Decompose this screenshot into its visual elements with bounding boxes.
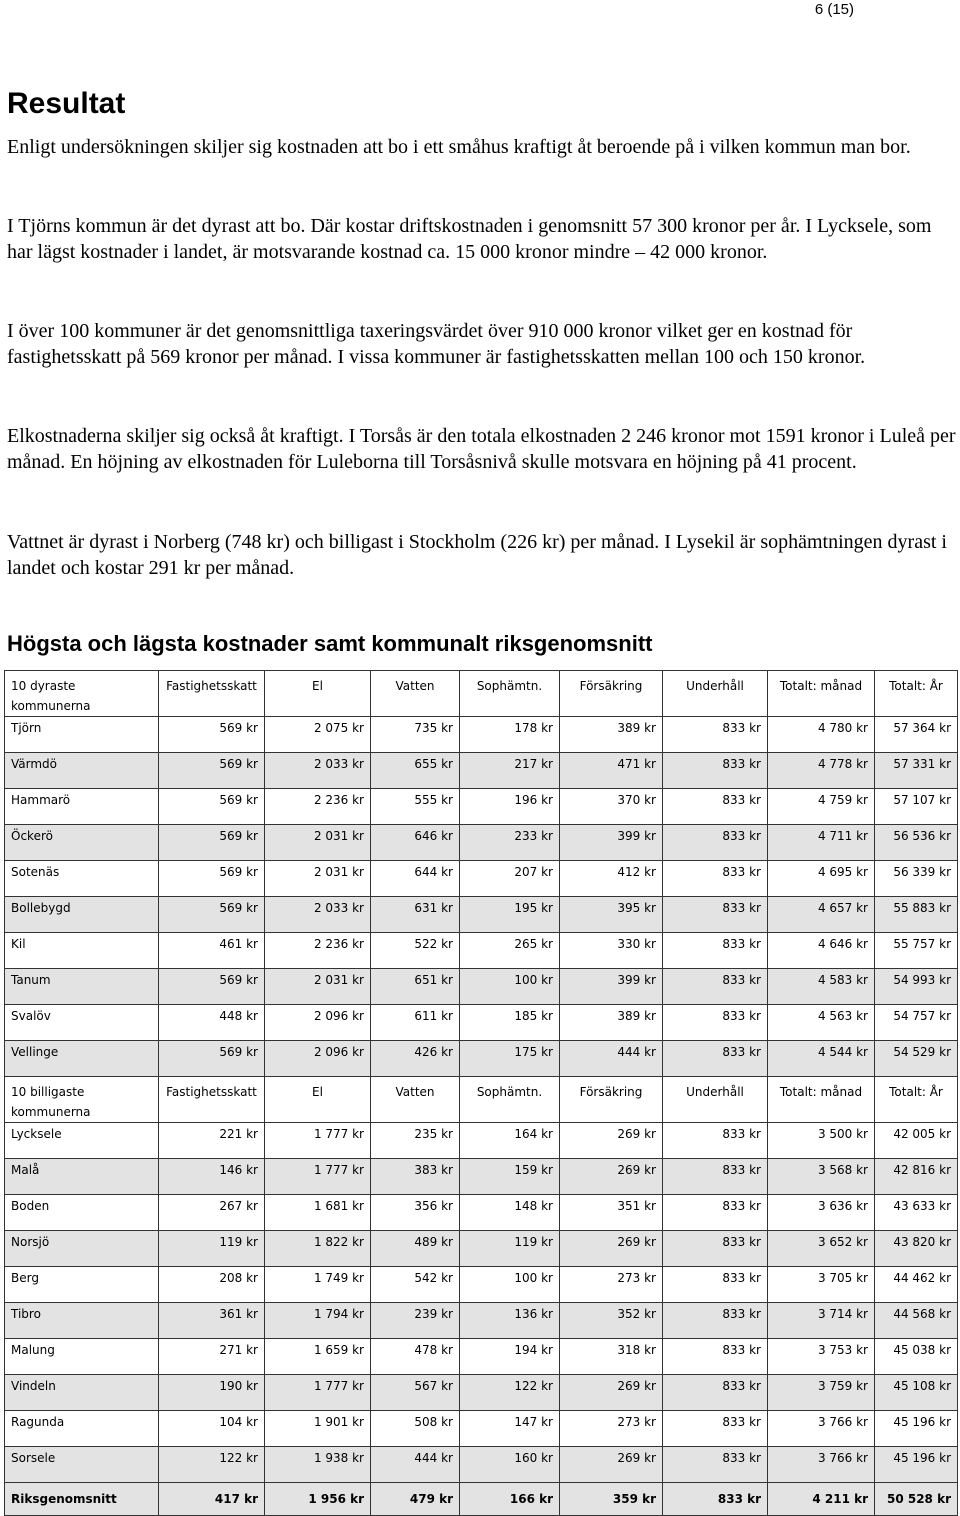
cost-cell: 3 568 kr — [768, 1159, 875, 1195]
cost-cell: 833 kr — [663, 1267, 768, 1303]
cost-cell: 146 kr — [159, 1159, 265, 1195]
cost-cell: 356 kr — [371, 1195, 460, 1231]
table-row — [5, 1123, 958, 1159]
table-row — [5, 717, 958, 753]
cost-cell: 351 kr — [560, 1195, 663, 1231]
column-header: Totalt: månad — [768, 671, 875, 717]
average-row — [5, 1483, 958, 1516]
cost-cell: 833 kr — [663, 1303, 768, 1339]
cost-cell: 208 kr — [159, 1267, 265, 1303]
cost-cell: 175 kr — [460, 1041, 560, 1077]
column-header: Sophämtn. — [460, 1077, 560, 1123]
municipality-name: Värmdö — [5, 753, 159, 789]
municipality-name: Bollebygd — [5, 897, 159, 933]
table-row — [5, 1005, 958, 1041]
cost-cell: 104 kr — [159, 1411, 265, 1447]
cost-cell: 45 038 kr — [875, 1339, 958, 1375]
cost-cell: 4 711 kr — [768, 825, 875, 861]
column-header: El — [265, 671, 371, 717]
table-row — [5, 1267, 958, 1303]
cost-cell: 2 031 kr — [265, 861, 371, 897]
cost-cell: 136 kr — [460, 1303, 560, 1339]
cost-cell: 54 993 kr — [875, 969, 958, 1005]
cost-cell: 42 005 kr — [875, 1123, 958, 1159]
column-header: Försäkring — [560, 1077, 663, 1123]
cost-cell: 569 kr — [159, 789, 265, 825]
cost-cell: 2 033 kr — [265, 897, 371, 933]
cost-cell: 461 kr — [159, 933, 265, 969]
cost-cell: 833 kr — [663, 1195, 768, 1231]
cost-cell: 45 196 kr — [875, 1411, 958, 1447]
cost-cell: 2 031 kr — [265, 825, 371, 861]
cost-cell: 1 777 kr — [265, 1123, 371, 1159]
cost-cell: 43 820 kr — [875, 1231, 958, 1267]
cost-cell: 57 107 kr — [875, 789, 958, 825]
cost-cell: 426 kr — [371, 1041, 460, 1077]
table-row — [5, 1195, 958, 1231]
cost-cell: 178 kr — [460, 717, 560, 753]
cost-cell: 271 kr — [159, 1339, 265, 1375]
cost-cell: 646 kr — [371, 825, 460, 861]
cost-cell: 3 766 kr — [768, 1447, 875, 1483]
cost-cell: 4 695 kr — [768, 861, 875, 897]
cost-cell: 56 536 kr — [875, 825, 958, 861]
cost-cell: 207 kr — [460, 861, 560, 897]
cost-cell: 3 714 kr — [768, 1303, 875, 1339]
cost-cell: 44 568 kr — [875, 1303, 958, 1339]
municipality-name: Svalöv — [5, 1005, 159, 1041]
cost-cell: 1 777 kr — [265, 1159, 371, 1195]
paragraph-intro: Enligt undersökningen skiljer sig kostnaden att bo i ett småhus kraftigt åt beroende på i vilken kommun man bor. — [7, 136, 911, 158]
cost-cell: 833 kr — [663, 897, 768, 933]
cost-cell: 147 kr — [460, 1411, 560, 1447]
cost-cell: 508 kr — [371, 1411, 460, 1447]
cost-cell: 833 kr — [663, 717, 768, 753]
cost-cell: 122 kr — [159, 1447, 265, 1483]
cost-cell: 833 kr — [663, 1041, 768, 1077]
table-row — [5, 1303, 958, 1339]
cost-cell: 3 652 kr — [768, 1231, 875, 1267]
cost-cell: 2 236 kr — [265, 933, 371, 969]
cost-cell: 4 778 kr — [768, 753, 875, 789]
cost-cell: 833 kr — [663, 825, 768, 861]
average-cell: 833 kr — [663, 1483, 768, 1516]
average-cell: 479 kr — [371, 1483, 460, 1516]
cost-cell: 45 108 kr — [875, 1375, 958, 1411]
cost-cell: 269 kr — [560, 1123, 663, 1159]
cost-cell: 2 096 kr — [265, 1041, 371, 1077]
cost-cell: 833 kr — [663, 1005, 768, 1041]
cost-cell: 164 kr — [460, 1123, 560, 1159]
cost-cell: 4 759 kr — [768, 789, 875, 825]
cost-cell: 644 kr — [371, 861, 460, 897]
cost-cell: 522 kr — [371, 933, 460, 969]
paragraph-water: Vattnet är dyrast i Norberg (748 kr) och billigast i Stockholm (226 kr) per månad. I Lysekil är sophämtningen dyrast i landet och kostar 291 kr per månad. — [7, 531, 947, 579]
top-header-row — [5, 671, 958, 717]
paragraph-electricity: Elkostnaderna skiljer sig också åt kraftigt. I Torsås är den totala elkostnaden 2 246 kronor mot 1591 kronor i Luleå per månad. En höjning av elkostnaden för Luleborna till Torsåsnivå skulle motsvara en höjning på 41 procent. — [7, 425, 956, 473]
municipality-name: Tibro — [5, 1303, 159, 1339]
cost-cell: 569 kr — [159, 897, 265, 933]
page-number: 6 (15) — [814, 1, 854, 18]
cost-cell: 148 kr — [460, 1195, 560, 1231]
column-header: Sophämtn. — [460, 671, 560, 717]
column-header: Totalt: År — [875, 671, 958, 717]
cost-cell: 45 196 kr — [875, 1447, 958, 1483]
table-row — [5, 969, 958, 1005]
cost-cell: 395 kr — [560, 897, 663, 933]
table-row — [5, 1375, 958, 1411]
cost-cell: 100 kr — [460, 969, 560, 1005]
municipality-name: Hammarö — [5, 789, 159, 825]
cost-cell: 4 780 kr — [768, 717, 875, 753]
cost-cell: 569 kr — [159, 861, 265, 897]
cost-cell: 567 kr — [371, 1375, 460, 1411]
cost-cell: 235 kr — [371, 1123, 460, 1159]
cost-cell: 56 339 kr — [875, 861, 958, 897]
cost-cell: 160 kr — [460, 1447, 560, 1483]
cost-cell: 361 kr — [159, 1303, 265, 1339]
column-header: Totalt: månad — [768, 1077, 875, 1123]
cost-cell: 370 kr — [560, 789, 663, 825]
cost-cell: 833 kr — [663, 933, 768, 969]
cost-cell: 330 kr — [560, 933, 663, 969]
cost-cell: 2 033 kr — [265, 753, 371, 789]
column-header: Underhåll — [663, 1077, 768, 1123]
average-cell: 166 kr — [460, 1483, 560, 1516]
page-heading: Resultat — [7, 87, 126, 120]
cost-cell: 4 583 kr — [768, 969, 875, 1005]
table-row — [5, 1041, 958, 1077]
cost-cell: 54 757 kr — [875, 1005, 958, 1041]
cost-cell: 273 kr — [560, 1267, 663, 1303]
cost-cell: 1 938 kr — [265, 1447, 371, 1483]
cost-cell: 833 kr — [663, 969, 768, 1005]
cost-cell: 2 096 kr — [265, 1005, 371, 1041]
cost-cell: 1 822 kr — [265, 1231, 371, 1267]
cost-cell: 399 kr — [560, 969, 663, 1005]
cost-cell: 389 kr — [560, 717, 663, 753]
cost-cell: 221 kr — [159, 1123, 265, 1159]
cost-cell: 448 kr — [159, 1005, 265, 1041]
cost-cell: 444 kr — [371, 1447, 460, 1483]
municipality-name: Öckerö — [5, 825, 159, 861]
municipality-name: Boden — [5, 1195, 159, 1231]
table-row — [5, 825, 958, 861]
municipality-name: Norsjö — [5, 1231, 159, 1267]
cost-cell: 122 kr — [460, 1375, 560, 1411]
municipality-name: Malung — [5, 1339, 159, 1375]
cost-cell: 269 kr — [560, 1231, 663, 1267]
municipality-name: Malå — [5, 1159, 159, 1195]
cost-cell: 3 705 kr — [768, 1267, 875, 1303]
cost-cell: 265 kr — [460, 933, 560, 969]
cost-cell: 631 kr — [371, 897, 460, 933]
municipality-name: Lycksele — [5, 1123, 159, 1159]
cost-cell: 569 kr — [159, 969, 265, 1005]
table-row — [5, 1339, 958, 1375]
cost-cell: 2 031 kr — [265, 969, 371, 1005]
cost-cell: 3 766 kr — [768, 1411, 875, 1447]
bottom-group-label: 10 billigaste kommunerna — [5, 1077, 159, 1123]
cost-cell: 833 kr — [663, 753, 768, 789]
table-row — [5, 897, 958, 933]
cost-cell: 3 753 kr — [768, 1339, 875, 1375]
cost-cell: 1 749 kr — [265, 1267, 371, 1303]
cost-cell: 833 kr — [663, 1447, 768, 1483]
cost-cell: 833 kr — [663, 1339, 768, 1375]
municipality-name: Berg — [5, 1267, 159, 1303]
column-header: Fastighetsskatt — [159, 671, 265, 717]
cost-cell: 239 kr — [371, 1303, 460, 1339]
cost-cell: 1 794 kr — [265, 1303, 371, 1339]
cost-cell: 4 657 kr — [768, 897, 875, 933]
cost-cell: 2 075 kr — [265, 717, 371, 753]
cost-cell: 196 kr — [460, 789, 560, 825]
paragraph-tjorn: I Tjörns kommun är det dyrast att bo. Där kostar driftskostnaden i genomsnitt 57 300 kronor per år. I Lycksele, som har lägst kostnader i landet, är motsvarande kostnad ca. 15 000 kronor mindre – 42 000 kronor. — [7, 215, 932, 263]
cost-cell: 267 kr — [159, 1195, 265, 1231]
cost-cell: 569 kr — [159, 1041, 265, 1077]
table-row — [5, 1411, 958, 1447]
table-row — [5, 1159, 958, 1195]
column-header: Underhåll — [663, 671, 768, 717]
cost-cell: 185 kr — [460, 1005, 560, 1041]
cost-cell: 833 kr — [663, 1231, 768, 1267]
column-header: Försäkring — [560, 671, 663, 717]
average-cell: 4 211 kr — [768, 1483, 875, 1516]
cost-cell: 54 529 kr — [875, 1041, 958, 1077]
cost-cell: 611 kr — [371, 1005, 460, 1041]
bottom-header-row — [5, 1077, 958, 1123]
cost-cell: 4 563 kr — [768, 1005, 875, 1041]
cost-table — [4, 670, 958, 1516]
cost-cell: 100 kr — [460, 1267, 560, 1303]
average-cell: 50 528 kr — [875, 1483, 958, 1516]
cost-cell: 4 646 kr — [768, 933, 875, 969]
cost-cell: 217 kr — [460, 753, 560, 789]
cost-cell: 273 kr — [560, 1411, 663, 1447]
cost-cell: 352 kr — [560, 1303, 663, 1339]
municipality-name: Kil — [5, 933, 159, 969]
cost-cell: 55 757 kr — [875, 933, 958, 969]
cost-cell: 399 kr — [560, 825, 663, 861]
cost-cell: 190 kr — [159, 1375, 265, 1411]
table-row — [5, 1231, 958, 1267]
cost-cell: 233 kr — [460, 825, 560, 861]
cost-cell: 444 kr — [560, 1041, 663, 1077]
column-header: Vatten — [371, 1077, 460, 1123]
cost-cell: 833 kr — [663, 1411, 768, 1447]
cost-cell: 44 462 kr — [875, 1267, 958, 1303]
cost-cell: 269 kr — [560, 1159, 663, 1195]
municipality-name: Sorsele — [5, 1447, 159, 1483]
municipality-name: Tanum — [5, 969, 159, 1005]
municipality-name: Vellinge — [5, 1041, 159, 1077]
average-cell: 359 kr — [560, 1483, 663, 1516]
column-header: Totalt: År — [875, 1077, 958, 1123]
cost-cell: 833 kr — [663, 1123, 768, 1159]
cost-cell: 569 kr — [159, 825, 265, 861]
cost-cell: 318 kr — [560, 1339, 663, 1375]
cost-cell: 383 kr — [371, 1159, 460, 1195]
cost-cell: 119 kr — [460, 1231, 560, 1267]
cost-cell: 735 kr — [371, 717, 460, 753]
table-row — [5, 933, 958, 969]
cost-cell: 569 kr — [159, 753, 265, 789]
cost-cell: 194 kr — [460, 1339, 560, 1375]
table-row — [5, 753, 958, 789]
table-title: Högsta och lägsta kostnader samt kommunalt riksgenomsnitt — [7, 631, 653, 656]
cost-cell: 569 kr — [159, 717, 265, 753]
cost-cell: 833 kr — [663, 1159, 768, 1195]
municipality-name: Vindeln — [5, 1375, 159, 1411]
cost-cell: 833 kr — [663, 789, 768, 825]
municipality-name: Sotenäs — [5, 861, 159, 897]
cost-cell: 651 kr — [371, 969, 460, 1005]
average-cell: 1 956 kr — [265, 1483, 371, 1516]
cost-cell: 471 kr — [560, 753, 663, 789]
cost-cell: 55 883 kr — [875, 897, 958, 933]
table-row — [5, 1447, 958, 1483]
cost-cell: 3 759 kr — [768, 1375, 875, 1411]
cost-cell: 159 kr — [460, 1159, 560, 1195]
cost-cell: 1 681 kr — [265, 1195, 371, 1231]
average-cell: 417 kr — [159, 1483, 265, 1516]
municipality-name: Tjörn — [5, 717, 159, 753]
cost-cell: 542 kr — [371, 1267, 460, 1303]
cost-cell: 389 kr — [560, 1005, 663, 1041]
cost-cell: 4 544 kr — [768, 1041, 875, 1077]
cost-cell: 269 kr — [560, 1447, 663, 1483]
cost-cell: 269 kr — [560, 1375, 663, 1411]
cost-cell: 1 659 kr — [265, 1339, 371, 1375]
paragraph-taxation: I över 100 kommuner är det genomsnittliga taxeringsvärdet över 910 000 kronor vilket ger en kostnad för fastighetsskatt på 569 kronor per månad. I vissa kommuner är fastighetsskatten mellan 100 och 150 kronor. — [7, 320, 866, 368]
cost-cell: 1 777 kr — [265, 1375, 371, 1411]
cost-cell: 43 633 kr — [875, 1195, 958, 1231]
cost-cell: 833 kr — [663, 861, 768, 897]
cost-cell: 42 816 kr — [875, 1159, 958, 1195]
cost-cell: 489 kr — [371, 1231, 460, 1267]
municipality-name: Ragunda — [5, 1411, 159, 1447]
cost-cell: 2 236 kr — [265, 789, 371, 825]
column-header: Fastighetsskatt — [159, 1077, 265, 1123]
cost-cell: 57 364 kr — [875, 717, 958, 753]
cost-cell: 555 kr — [371, 789, 460, 825]
table-row — [5, 861, 958, 897]
cost-cell: 195 kr — [460, 897, 560, 933]
cost-cell: 3 500 kr — [768, 1123, 875, 1159]
cost-cell: 3 636 kr — [768, 1195, 875, 1231]
cost-cell: 655 kr — [371, 753, 460, 789]
cost-cell: 1 901 kr — [265, 1411, 371, 1447]
cost-cell: 833 kr — [663, 1375, 768, 1411]
column-header: El — [265, 1077, 371, 1123]
column-header: Vatten — [371, 671, 460, 717]
average-label: Riksgenomsnitt — [5, 1483, 159, 1516]
top-group-label: 10 dyraste kommunerna — [5, 671, 159, 717]
table-row — [5, 789, 958, 825]
cost-cell: 119 kr — [159, 1231, 265, 1267]
cost-cell: 478 kr — [371, 1339, 460, 1375]
cost-cell: 412 kr — [560, 861, 663, 897]
cost-cell: 57 331 kr — [875, 753, 958, 789]
